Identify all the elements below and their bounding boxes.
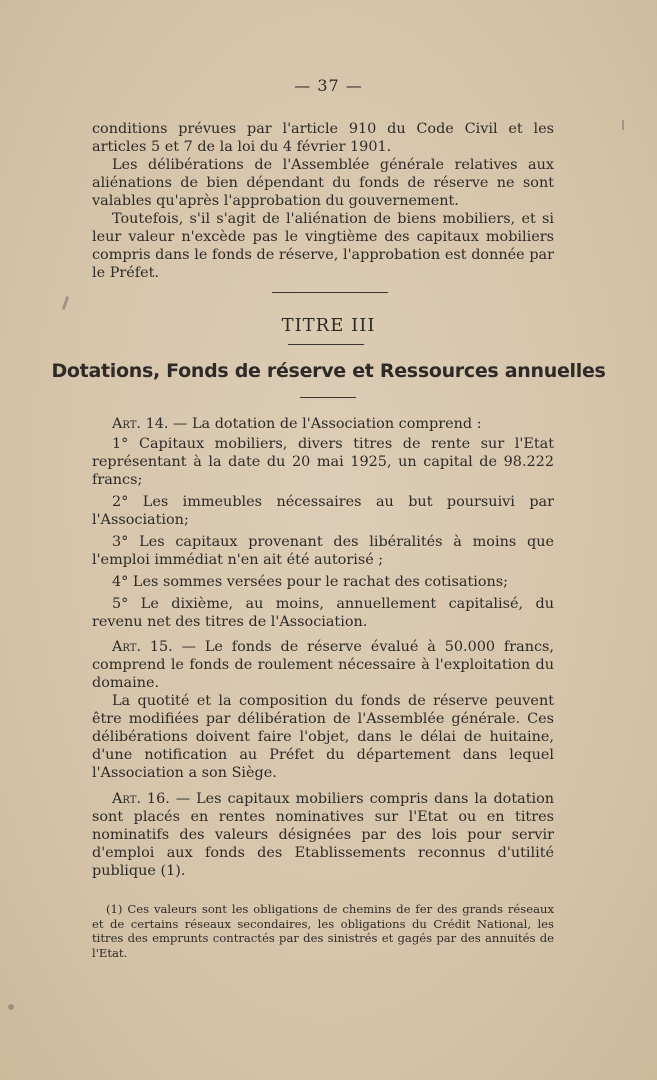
heading-underline [300,397,356,398]
article-15-text: — Le fonds de réserve évalué à 50.000 francs, comprend le fonds de roulement nécessaire à l'exploitation du domaine. [92,639,555,691]
section-heading: Dotations, Fonds de réserve et Ressources annuelles [51,360,606,382]
article-15-paragraph-2: La quotité et la composition du fonds de réserve peuvent être modifiées par délibération de l'Assemblée générale. Ces délibérations doivent faire l'objet, dans le délai de huitaine, d'une notification au Préfet du département dans lequel l'Association a son Siège. [92,693,554,781]
intro-paragraph-2: Les délibérations de l'Assemblée générale relatives aux aliénations de bien dépendant du fonds de réserve ne sont valables qu'après l'approbation du gouvernement. [92,157,554,209]
footnote: (1) Ces valeurs sont les obligations de chemins de fer des grands réseaux et de certains réseaux secondaires, les obligations du Crédit National, les titres des emprunts contractés par des sinistrés et gagés par des annuités de l'Etat. [92,902,554,960]
article-15-label: Art. 15. [112,639,173,655]
article-14-item-3: 3° Les capitaux provenant des libéralités à moins que l'emploi immédiat n'en ait été autorisé ; [92,534,554,568]
page-number: — 37 — [294,76,363,95]
intro-paragraph-1: conditions prévues par l'article 910 du Code Civil et les articles 5 et 7 de la loi du 4 février 1901. [92,121,554,155]
titre-heading: TITRE III [281,315,376,336]
article-15 [92,638,554,782]
article-16 [92,790,554,880]
article-14-label: Art. 14. [112,416,169,432]
titre-underline [288,344,364,345]
article-14-item-2: 2° Les immeubles nécessaires au but poursuivi par l'Association; [92,494,554,528]
separator-rule [272,292,388,293]
paper-speck [622,120,624,130]
article-14-item-5: 5° Le dixième, au moins, annuellement capitalisé, du revenu net des titres de l'Association. [92,596,554,630]
article-16-text: — Les capitaux mobiliers compris dans la dotation sont placés en rentes nominatives sur l'Etat ou en titres nominatifs des valeurs désignées par des lois pour servir d'emploi aux fonds des Etablissements reconnus d'utilité publique (1). [92,791,555,879]
intro-section [92,120,554,282]
article-14-intro: — La dotation de l'Association comprend : [173,416,482,432]
paper-mark [62,296,70,310]
article-14 [92,415,554,631]
article-14-item-1: 1° Capitaux mobiliers, divers titres de rente sur l'Etat représentant à la date du 20 mai 1925, un capital de 98.222 francs; [92,436,554,488]
paper-speck [8,1004,14,1010]
article-16-label: Art. 16. [112,791,170,807]
intro-paragraph-3: Toutefois, s'il s'agit de l'aliénation de biens mobiliers, et si leur valeur n'excède pas le vingtième des capitaux mobiliers compris dans le fonds de réserve, l'approbation est donnée par le Préfet. [92,211,554,281]
article-14-item-4: 4° Les sommes versées pour le rachat des cotisations; [112,574,509,590]
